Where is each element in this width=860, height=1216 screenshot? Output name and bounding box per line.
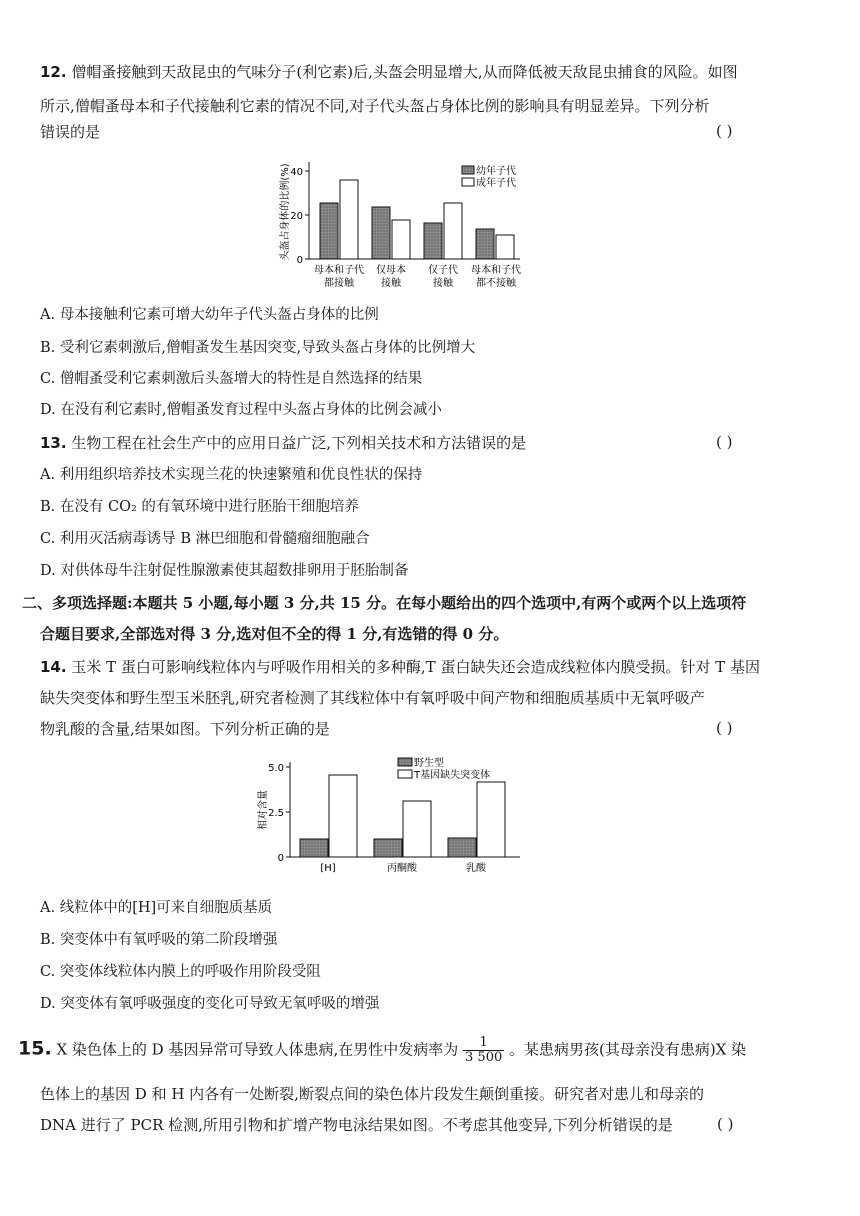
q13-option-d: D. 对供体母牛注射促性腺激素使其超数排卵用于胚胎制备 — [40, 563, 409, 579]
q12-number: 12. — [40, 63, 67, 81]
q14-bar-wild-h — [300, 839, 328, 857]
q12-bar-adult-1 — [340, 180, 358, 259]
q14-ytick-2-5: 2.5 — [268, 808, 284, 819]
q15-stem-1a: X 染色体上的 D 基因异常可导致人体患病,在男性中发病率为 — [56, 1040, 459, 1059]
q12-cat-4b: 都不接触 — [476, 278, 516, 289]
q14-bar-mutant-h — [329, 775, 357, 857]
q12-y-axis-label: 头盔占身体的比例(%) — [280, 163, 291, 261]
q14-ytick-0: 0 — [277, 853, 284, 864]
q14-stem-2: 缺失突变体和野生型玉米胚乳,研究者检测了其线粒体中有氧呼吸中间产物和细胞质基质中无氧呼吸产 — [40, 689, 705, 707]
q13-option-c: C. 利用灭活病毒诱导 B 淋巴细胞和骨髓瘤细胞融合 — [40, 531, 370, 547]
q14-bar-chart — [248, 752, 548, 876]
q12-bar-adult-4 — [496, 235, 514, 259]
q12-ytick-20: 20 — [290, 211, 303, 222]
q15-incidence-fraction — [463, 1036, 504, 1065]
q12-option-d: D. 在没有利它素时,僧帽蚤发育过程中头盔占身体的比例会减小 — [40, 402, 442, 418]
q12-bar-adult-3 — [444, 203, 462, 259]
q14-legend-mutant: T基因缺失突变体 — [414, 770, 491, 781]
q12-stem-1: 僧帽蚤接触到天敌昆虫的气味分子(利它素)后,头盔会明显增大,从而降低被天敌昆虫捕食的风险。如图 — [71, 63, 738, 81]
q12-cat-2b: 接触 — [381, 278, 401, 289]
q14-option-d: D. 突变体有氧呼吸强度的变化可导致无氧呼吸的增强 — [40, 996, 380, 1012]
q12-bar-adult-2 — [392, 220, 410, 259]
q15-number: 15. — [18, 1037, 52, 1060]
q12-bar-chart — [272, 152, 532, 292]
q14-y-axis-label: 相对含量 — [258, 790, 269, 830]
q12-cat-1a: 母本和子代 — [314, 265, 364, 276]
q14-bar-mutant-pyruvate — [403, 801, 431, 857]
q14-cat-h: [H] — [320, 863, 336, 874]
q14-stem-1: 玉米 T 蛋白可影响线粒体内与呼吸作用相关的多种酶,T 蛋白缺失还会造成线粒体内膜受损。针对 T 基因 — [71, 658, 760, 676]
q15-answer-paren: ( ) — [717, 1115, 734, 1133]
q13-stem: 生物工程在社会生产中的应用日益广泛,下列相关技术和方法错误的是 — [71, 434, 527, 452]
q12-bar-juvenile-3 — [424, 223, 442, 259]
section-2-heading-1: 二、多项选择题:本题共 5 小题,每小题 3 分,共 15 分。在每小题给出的四个选项中,有两个或两个以上选项符 — [22, 594, 747, 612]
q13-number: 13. — [40, 434, 67, 452]
q12-bar-juvenile-1 — [320, 203, 338, 259]
q12-ytick-0: 0 — [296, 255, 303, 266]
q12-ytick-40: 40 — [290, 167, 303, 178]
q14-line-1 — [40, 657, 760, 677]
q12-bar-juvenile-2 — [372, 207, 390, 259]
q12-option-b: B. 受利它素刺激后,僧帽蚤发生基因突变,导致头盔占身体的比例增大 — [40, 340, 476, 356]
q14-bar-wild-lactate — [448, 838, 476, 857]
q14-option-a: A. 线粒体中的[H]可来自细胞质基质 — [40, 900, 273, 916]
q13-option-b: B. 在没有 CO₂ 的有氧环境中进行胚胎干细胞培养 — [40, 499, 359, 515]
q15-stem-3: DNA 进行了 PCR 检测,所用引物和扩增产物电泳结果如图。不考虑其他变异,下列分析错误的是 — [40, 1116, 673, 1134]
q12-legend-adult: 成年子代 — [476, 178, 516, 189]
q12-cat-1b: 都接触 — [324, 278, 354, 289]
q14-ytick-5-0: 5.0 — [268, 763, 284, 774]
q15-stem-2: 色体上的基因 D 和 H 内各有一处断裂,断裂点间的染色体片段发生颠倒重接。研究者对患儿和母亲的 — [40, 1085, 704, 1103]
q12-option-c: C. 僧帽蚤受利它素刺激后头盔增大的特性是自然选择的结果 — [40, 371, 423, 387]
q12-cat-4a: 母本和子代 — [471, 265, 521, 276]
q15-fraction-denominator: 3 500 — [465, 1050, 503, 1065]
q14-option-b: B. 突变体中有氧呼吸的第二阶段增强 — [40, 932, 278, 948]
q14-bar-wild-pyruvate — [374, 839, 402, 857]
q12-stem-2: 所示,僧帽蚤母本和子代接触利它素的情况不同,对子代头盔占身体比例的影响具有明显差异。下列分析 — [40, 97, 710, 115]
q13-answer-paren: ( ) — [716, 433, 733, 451]
q15-line-1 — [18, 1036, 746, 1065]
q15-fraction-numerator: 1 — [463, 1036, 504, 1051]
q14-cat-lactate: 乳酸 — [466, 863, 486, 874]
q13-line-1 — [40, 433, 526, 453]
q12-cat-3b: 接触 — [433, 278, 453, 289]
q14-number: 14. — [40, 658, 67, 676]
q12-stem-3: 错误的是 — [40, 123, 101, 141]
q12-answer-paren: ( ) — [716, 122, 733, 140]
q12-legend-juvenile: 幼年子代 — [476, 166, 516, 177]
q15-stem-1b: 。某患病男孩(其母亲没有患病)X 染 — [509, 1040, 747, 1059]
q14-answer-paren: ( ) — [716, 719, 733, 737]
q14-legend-wild: 野生型 — [414, 758, 444, 769]
section-2-heading-2: 合题目要求,全部选对得 3 分,选对但不全的得 1 分,有选错的得 0 分。 — [40, 625, 509, 643]
q13-option-a: A. 利用组织培养技术实现兰花的快速繁殖和优良性状的保持 — [40, 467, 423, 483]
q14-cat-pyruvate: 丙酮酸 — [387, 863, 417, 874]
q14-stem-3: 物乳酸的含量,结果如图。下列分析正确的是 — [40, 720, 330, 738]
q12-cat-2a: 仅母本 — [376, 265, 406, 276]
q12-bar-juvenile-4 — [476, 229, 494, 259]
q14-option-c: C. 突变体线粒体内膜上的呼吸作用阶段受阻 — [40, 964, 321, 980]
q12-cat-3a: 仅子代 — [428, 265, 458, 276]
q14-bar-mutant-lactate — [477, 782, 505, 857]
q12-option-a: A. 母本接触利它素可增大幼年子代头盔占身体的比例 — [40, 307, 379, 323]
q12-line-1 — [40, 62, 738, 82]
